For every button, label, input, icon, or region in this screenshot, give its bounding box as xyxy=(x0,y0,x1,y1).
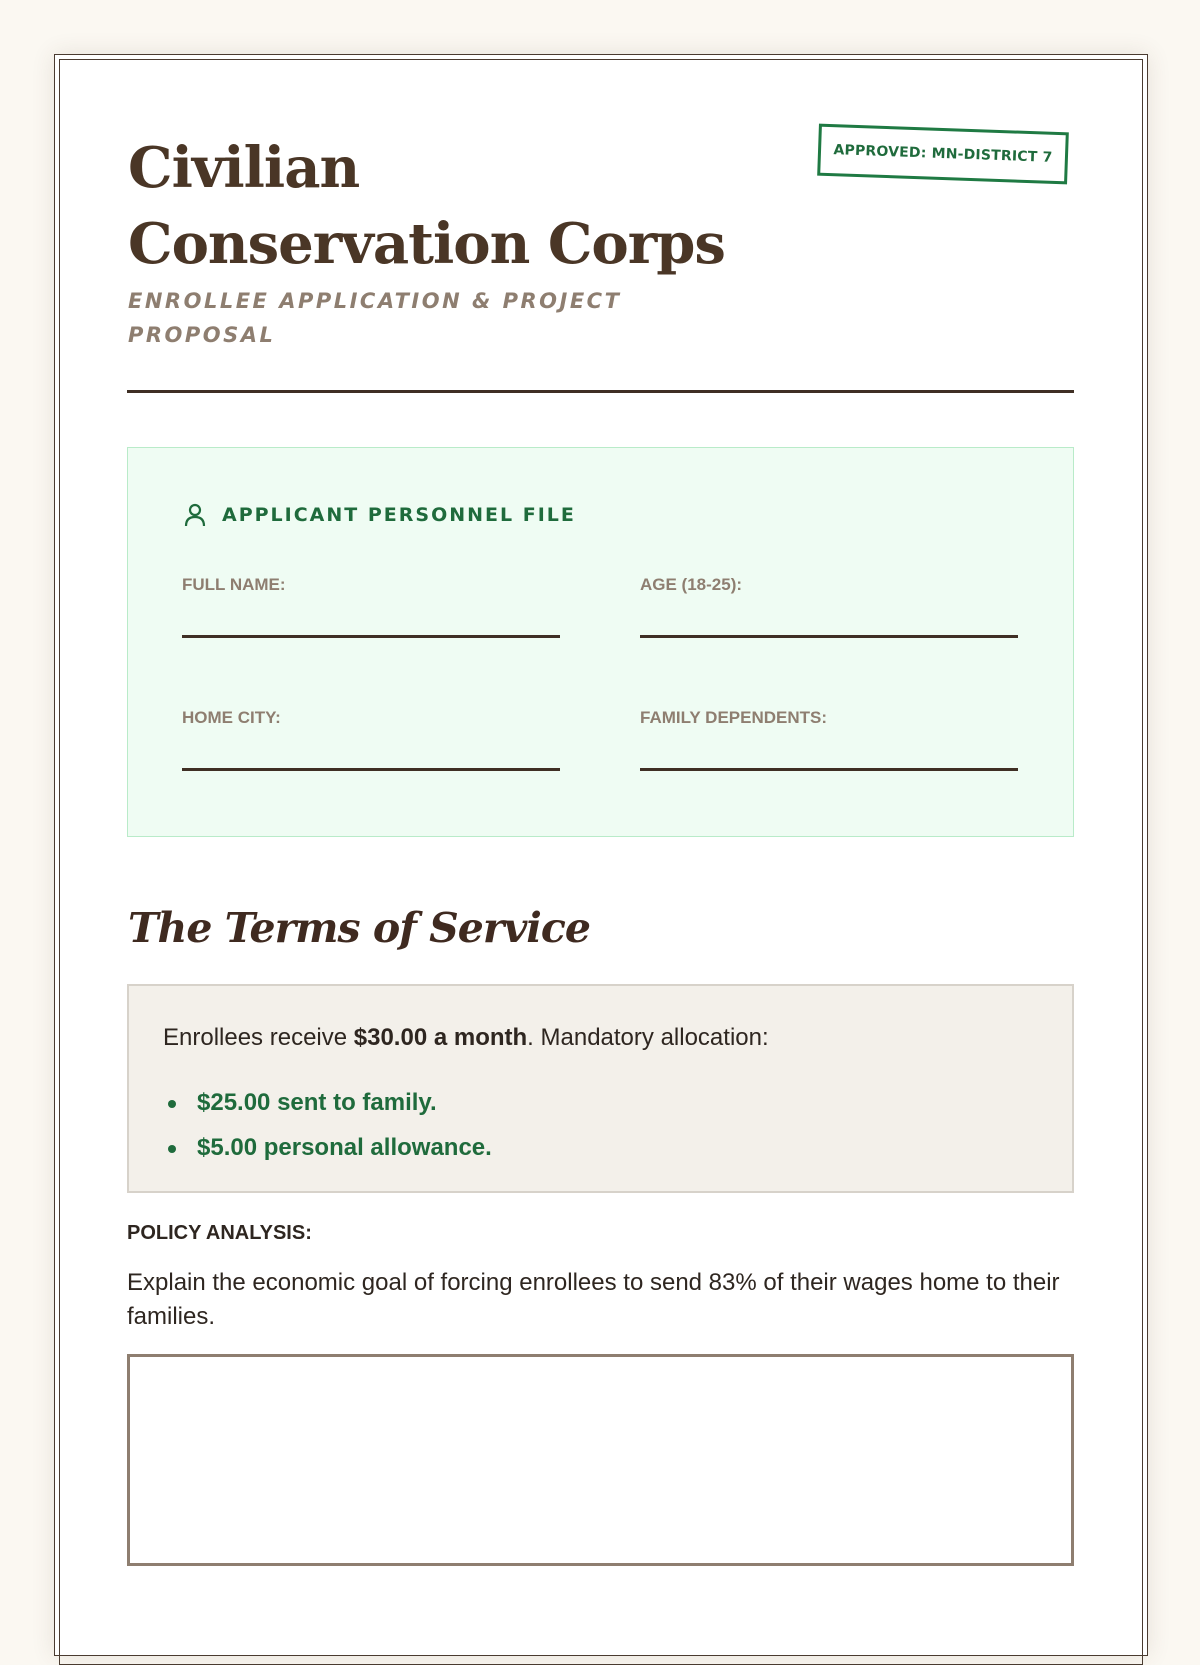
personnel-title: APPLICANT PERSONNEL FILE xyxy=(222,504,576,526)
home-city-field[interactable] xyxy=(182,708,560,728)
home-city-line[interactable] xyxy=(182,768,560,771)
age-line[interactable] xyxy=(640,635,1018,638)
page-title: Civilian Conservation Corps xyxy=(128,135,725,277)
allocation-list xyxy=(163,1080,492,1170)
terms-intro-text: Enrollees receive xyxy=(163,1024,354,1051)
terms-intro-tail: . Mandatory allocation: xyxy=(527,1024,769,1051)
list-item: $5.00 personal allowance. xyxy=(163,1125,492,1170)
personnel-header xyxy=(184,503,576,527)
applicant-personnel-panel xyxy=(127,447,1074,837)
list-item: $25.00 sent to family. xyxy=(163,1080,492,1125)
policy-analysis-label: POLICY ANALYSIS: xyxy=(127,1222,312,1244)
family-dependents-label: FAMILY DEPENDENTS: xyxy=(640,708,828,727)
home-city-label: HOME CITY: xyxy=(182,708,281,727)
person-icon xyxy=(184,503,206,527)
monthly-wage: $30.00 a month xyxy=(353,1024,528,1051)
terms-box xyxy=(127,984,1074,1193)
terms-section-title: The Terms of Service xyxy=(128,904,590,952)
policy-answer-textarea[interactable] xyxy=(127,1354,1074,1566)
full-name-line[interactable] xyxy=(182,635,560,638)
family-dependents-field[interactable] xyxy=(640,708,1018,728)
approval-stamp: APPROVED: MN-DISTRICT 7 xyxy=(817,124,1069,185)
full-name-label: FULL NAME: xyxy=(182,575,286,594)
family-dependents-line[interactable] xyxy=(640,768,1018,771)
age-label: AGE (18-25): xyxy=(640,575,743,594)
full-name-field[interactable] xyxy=(182,575,560,595)
terms-intro xyxy=(163,1024,769,1052)
policy-analysis-prompt: Explain the economic goal of forcing enrollees to send 83% of their wages home to their families. xyxy=(127,1269,1060,1330)
header-divider xyxy=(127,390,1074,393)
age-field[interactable] xyxy=(640,575,1018,595)
page-subtitle: ENROLLEE APPLICATION & PROJECT PROPOSAL xyxy=(128,289,622,347)
